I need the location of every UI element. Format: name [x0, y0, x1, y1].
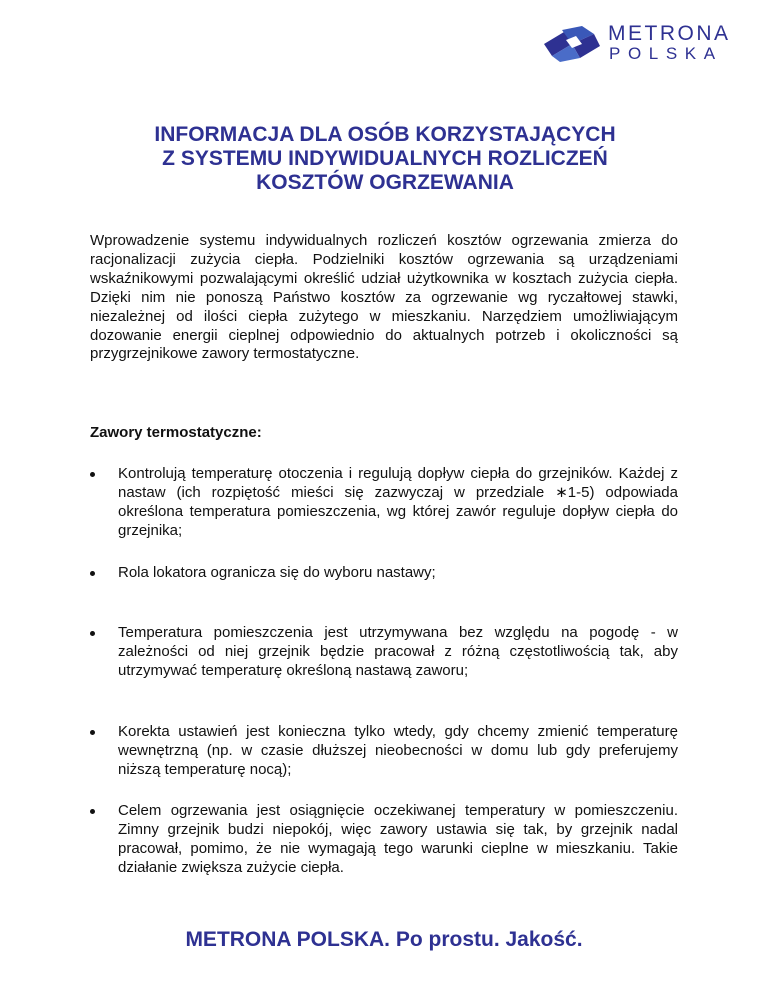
footer-slogan: METRONA POLSKA. Po prostu. Jakość.	[185, 928, 583, 951]
logo-text-polska: POLSKA	[609, 44, 723, 63]
logo-text-metrona: METRONA	[608, 22, 731, 45]
title-line-1: INFORMACJA DLA OSÓB KORZYSTAJĄCYCH	[154, 123, 616, 146]
bullet-text: Celem ogrzewania jest osiągnięcie oczekiwanej temperatury w pomieszczeniu. Zimny grzejnik budzi niepokój, więc zawory ustawia się tak, by grzejnik nadal pracował, pomimo, że nie wymagają tego warunki cieplne w mieszkaniu. Takie działanie zwiększa zużycie ciepła.	[118, 802, 678, 876]
bullet-dot-icon	[90, 631, 95, 636]
bullet-text: Kontrolują temperaturę otoczenia i regulują dopływ ciepła do grzejników. Każdej z nastaw (ich rozpiętość mieści się zazwyczaj w przedziale ∗1-5) odpowiada określona temperatura pomieszczenia, wg której zawór reguluje dopływ ciepła do grzejnika;	[118, 465, 678, 539]
bullet-text: Rola lokatora ogranicza się do wyboru nastawy;	[118, 564, 436, 581]
metrona-logo-mark-icon	[542, 24, 604, 64]
bullet-dot-icon	[90, 472, 95, 477]
bullet-text: Korekta ustawień jest konieczna tylko wtedy, gdy chcemy zmienić temperaturę wewnętrzną (np. w czasie dłuższej nieobecności w domu lub gdy preferujemy niższą temperaturę nocą);	[118, 723, 678, 778]
title-line-3: KOSZTÓW OGRZEWANIA	[256, 171, 514, 194]
bullet-dot-icon	[90, 730, 95, 735]
bullet-dot-icon	[90, 809, 95, 814]
company-logo	[542, 20, 742, 68]
bullet-text: Temperatura pomieszczenia jest utrzymywana bez względu na pogodę - w zależności od niej grzejnik będzie pracował z różną częstotliwością tak, aby utrzymywać temperaturę określoną nastawą zaworu;	[118, 624, 678, 679]
bullet-dot-icon	[90, 571, 95, 576]
section-heading: Zawory termostatyczne:	[90, 424, 262, 441]
intro-paragraph: Wprowadzenie systemu indywidualnych rozliczeń kosztów ogrzewania zmierza do racjonalizacji zużycia ciepła. Podzielniki kosztów ogrzewania są urządzeniami wskaźnikowymi pozwalającymi określić udział użytkownika w kosztach zużycia ciepła. Dzięki nim nie ponoszą Państwo kosztów za ogrzewanie wg ryczałtowej stawki, niezależnej od ilości ciepła zużytego w mieszkaniu. Narzędziem umożliwiającym dozowanie energii cieplnej odpowiednio do aktualnych potrzeb i okoliczności są przygrzejnikowe zawory termostatyczne.	[90, 232, 678, 363]
title-line-2: Z SYSTEMU INDYWIDUALNYCH ROZLICZEŃ	[162, 147, 608, 170]
